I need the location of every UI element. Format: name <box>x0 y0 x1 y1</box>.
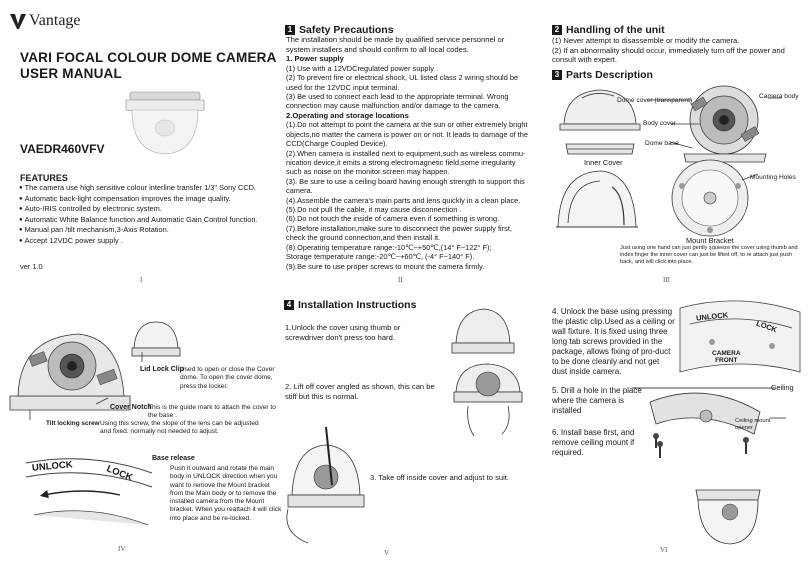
section-number: 3 <box>552 70 562 80</box>
ring-unlock-label: UNLOCK <box>31 459 74 474</box>
section-title: Installation Instructions <box>298 299 417 311</box>
power-item: (2) To prevent fire or electrical shock, UL listed class 2 wiring should be used for the 12VDC input terminal. <box>286 73 519 92</box>
features-list <box>19 183 264 247</box>
label-mounting-holes: Mounting Holes <box>750 174 796 181</box>
tilt-screw-text: Using this screw, the slope of the lens can be adjusted and fixed. normally not needed to adjust. <box>100 420 259 436</box>
install-step-3: 3. Take off inside cover and adjust to suit. <box>370 473 510 482</box>
camera-front-label <box>712 350 741 365</box>
mount-bracket-image <box>660 158 760 242</box>
section-title: Handling of the unit <box>566 24 665 36</box>
brand-logo <box>10 12 81 30</box>
handling-items <box>552 36 797 65</box>
feature-item: ● Manual pan /tilt mechanism,3-Axis Rotation. <box>19 225 264 236</box>
page-number: IV <box>118 545 126 553</box>
power-heading: 1. Power supply <box>286 54 344 64</box>
install-heading <box>284 299 416 311</box>
section-title: Safety Precautions <box>299 24 394 36</box>
page-number: II <box>398 276 403 284</box>
feature-item: ● The camera use high sensitive colour interline transfer 1/3" Sony CCD. <box>19 183 264 194</box>
page6-step-6: 6. Install base first, and remove ceiling mount if required. <box>552 428 635 457</box>
power-item: (3) Be used to connect each lead to the appropriate terminal. Wrong connection may cause malfunction and/or damage to the camera. <box>286 92 509 111</box>
base-release-text: Push it outward and rotate the main body in UNLOCK direction when you want to remove the Mount bracket from the Main body or to remove the installed camera from the Mount bracket. When you reattach it will click into place and be re-locked. <box>170 465 282 522</box>
feature-item: ● Accept 12VDC power supply . <box>19 236 264 247</box>
inner-cover-image <box>552 165 642 235</box>
section-title: Parts Description <box>566 69 653 81</box>
page-number: III <box>663 276 670 284</box>
storage-item: (4).Assemble the camera's main parts and lens quickly in a clean place. <box>286 195 521 205</box>
tilt-screw-title: Tilt locking screw <box>46 420 100 427</box>
vantage-v-logo-icon <box>10 13 26 29</box>
model-number: VAEDR460VFV <box>20 142 105 156</box>
label-inner-cover: Inner Cover <box>584 158 623 167</box>
base-release-title: Base release <box>152 455 195 462</box>
cover-notch-title: Cover Notch <box>110 404 152 411</box>
parts-heading <box>552 69 653 81</box>
page-number: V <box>384 549 390 557</box>
camera-front-line2: FRONT <box>715 357 738 365</box>
cover-title <box>20 50 277 82</box>
step4-text: 4. Unlock the base using pressing the plastic clip.Used as a ceiling or wall fixture. It is fixed using three long tab screws provided in the package, allows fixing of pro-duct to be done cleanly and not get dust inside camera. <box>552 307 675 376</box>
step3-dome-image <box>278 425 372 545</box>
install-step-1: 1.Unlock the cover using thumb or screwdriver don't press too hard. <box>285 323 401 342</box>
page-number: I <box>140 276 143 284</box>
camera-front-line1: CAMERA <box>712 350 741 357</box>
storage-item: (8).Operating temperature range:-10℃~+50℃,(14° F~122° F); <box>286 242 492 252</box>
step1-dome-image <box>448 305 518 357</box>
safety-intro: The installation should be made by qualified service personnel or system installers and should confirm to all local codes. <box>286 35 505 54</box>
dome-camera-image <box>120 88 210 158</box>
cover-notch-text: This is the guide mark to attach the cover to the base . <box>148 404 276 420</box>
storage-item: (2).When camera is installed next to equipment,such as wireless commu-nication device,it emits a strong electromagnetic field,some irregularity such as noise on the monitor screen may happen. <box>286 148 526 177</box>
storage-heading: 2.Operating and storage locations <box>286 110 409 120</box>
step2-dome-image <box>448 360 528 440</box>
handling-heading <box>552 24 665 36</box>
storage-item: (7).Before installation,make sure to disconnect the power supply first, check the ground connection,and then install it. <box>286 223 512 243</box>
camera-front-base-image <box>676 298 802 378</box>
section-number: 4 <box>284 300 294 310</box>
ceiling-installation-image <box>626 382 802 556</box>
base-unlock-label: UNLOCK <box>695 310 729 323</box>
storage-item: (1).Do not attempt to point the camera at the sun or other extremely bright objects,no matter the camera is power on or not. It leads to damage of the CCD(Charge Coupled Device). <box>286 120 528 149</box>
ceiling-mount-line2: opener <box>735 425 754 431</box>
page6-step-4 <box>552 307 676 377</box>
feature-item: ● Automatic White Balance function and Automatic Gain Control function. <box>19 215 264 226</box>
lid-lock-text: Used to open or close the Cover dome. To open the cover dome, press the locker. <box>180 366 275 390</box>
page6-step-5: 5. Drill a hole in the place where the camera is installed <box>552 386 642 415</box>
handling-item: (1) Never attempt to disassemble or modify the camera. <box>552 36 740 45</box>
page-number: VI <box>660 546 668 554</box>
section-number: 2 <box>552 25 562 35</box>
parts-note: Just using one hand can just gently squeeze the cover using thumb and index finger the inner cover can just be lifted off, to re attach just push back, and will click into place. <box>620 245 798 265</box>
label-mount-bracket: Mount Bracket <box>686 236 734 245</box>
storage-item: (3). Be sure to use a ceiling board having enough strength to support this camera. <box>286 176 525 196</box>
version-label: ver 1.0 <box>20 262 43 271</box>
ceiling-mount-line1: Ceiling mount <box>735 418 771 424</box>
section-number: 1 <box>285 25 295 35</box>
handling-item: (2) If an abnormality should occur, immediately turn off the power and consult with expert. <box>552 45 785 65</box>
storage-item: Storage temperature range:-20℃~+60℃, (-4° F~140° F). <box>286 252 475 262</box>
storage-item: (9).Be sure to use proper screws to mount the camera firmly. <box>286 261 485 271</box>
feature-item: ● Automatic back-light compensation improves the image quality. <box>19 194 264 205</box>
ceiling-mount-opener-label <box>735 418 770 432</box>
dome-cover-side-image <box>128 318 184 362</box>
ring-lock-label: LOCK <box>104 463 135 484</box>
brand-name: Vantage <box>29 12 81 29</box>
cover-title-line1: VARI FOCAL COLOUR DOME CAMERA <box>20 50 277 65</box>
label-camera-body: Camera body <box>759 93 799 100</box>
feature-item: ● Auto-IRIS controlled by electronic system. <box>19 204 264 215</box>
power-item: (1) Use with a 12VDCregulated power supply . <box>286 63 438 73</box>
label-dome-base: Dome base <box>645 140 679 147</box>
cover-title-line2: USER MANUAL <box>20 66 122 81</box>
features-heading: FEATURES <box>20 173 68 183</box>
lid-lock-title: Lid Lock Clip <box>140 366 184 373</box>
label-dome-cover: Dome cover (transparent) <box>617 97 693 104</box>
storage-item: (5).Do not pull the cable, it may cause disconnection . <box>286 205 462 215</box>
label-body-cover: Body cover <box>643 120 676 127</box>
install-step-2: 2. Lift off cover angled as shown, this can be stiff but this is normal. <box>285 382 435 401</box>
safety-content <box>286 35 529 271</box>
storage-item: (6).Do not touch the inside of camera even if something is wrong. <box>286 214 500 224</box>
ceiling-label: Ceiling <box>771 383 794 392</box>
base-lock-label: LOCK <box>755 318 779 335</box>
